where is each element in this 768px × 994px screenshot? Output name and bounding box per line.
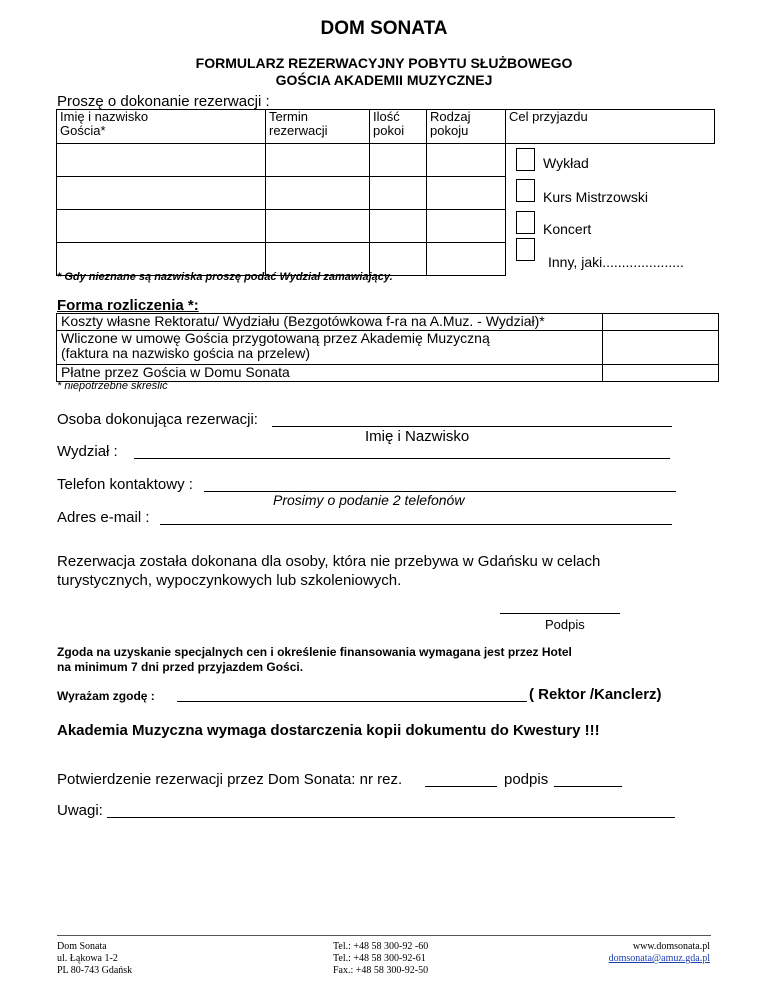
- consent-suffix: ( Rektor /Kanclerz): [529, 686, 662, 703]
- table-footnote: * Gdy nieznane są nazwiska proszę podać Wydział zamawiający.: [57, 271, 393, 283]
- checkbox-other[interactable]: [516, 238, 535, 261]
- header-guest-name: Imię i nazwisko Gościa*: [57, 110, 266, 144]
- table-header-row: [57, 110, 715, 144]
- checkbox-concert[interactable]: [516, 211, 535, 234]
- header-purpose: Cel przyjazdu: [506, 110, 715, 144]
- checkbox-lecture[interactable]: [516, 148, 535, 171]
- signature-label: Podpis: [545, 617, 585, 632]
- website-link[interactable]: www.domsonata.pl: [632, 941, 710, 952]
- term-cell[interactable]: [266, 144, 370, 177]
- department-input-line[interactable]: [134, 458, 670, 459]
- consent-input-line[interactable]: [177, 701, 527, 702]
- person-input-line[interactable]: [272, 426, 672, 427]
- room-type-cell[interactable]: [427, 210, 506, 243]
- form-title-line2: GOŚCIA AKADEMII MUZYCZNEJ: [275, 72, 493, 88]
- email-input-line[interactable]: [160, 524, 672, 525]
- payment-table: [56, 313, 719, 382]
- form-title-line1: FORMULARZ REZERWACYJNY POBYTU SŁUŻBOWEGO: [195, 55, 573, 71]
- page-title: DOM SONATA: [320, 18, 448, 39]
- footer-address: Dom Sonata ul. Łąkowa 1-2 PL 80-743 Gdańsk: [57, 941, 133, 976]
- header-rooms: Ilość pokoi: [370, 110, 427, 144]
- option-lecture-label: Wykład: [543, 155, 589, 171]
- email-link[interactable]: domsonata@amuz.gda.pl: [608, 953, 710, 964]
- guest-name-cell[interactable]: [57, 210, 266, 243]
- confirmation-sign-line[interactable]: [554, 786, 622, 787]
- request-label: Proszę o dokonanie rezerwacji :: [57, 93, 270, 110]
- payment-heading: Forma rozliczenia *:: [57, 297, 199, 314]
- declaration-line1: Rezerwacja została dokonana dla osoby, która nie przebywa w Gdańsku w celach: [57, 553, 601, 570]
- payment-mark-cell[interactable]: [603, 365, 719, 382]
- payment-footnote: * niepotrzebne skreślić: [57, 380, 168, 392]
- person-hint: Imię i Nazwisko: [365, 428, 470, 445]
- confirmation-sign-label: podpis: [504, 771, 549, 788]
- consent-note: Zgoda na uzyskanie specjalnych cen i określenie finansowania wymagana jest przez Hotel na minimum 7 dni przed przyjazdem Gości.: [57, 645, 572, 674]
- rooms-cell[interactable]: [370, 144, 427, 177]
- table-row: [57, 210, 715, 243]
- remarks-input-line[interactable]: [107, 817, 675, 818]
- option-masterclass-label: Kurs Mistrzowski: [543, 189, 649, 205]
- remarks-label: Uwagi:: [57, 802, 103, 819]
- rooms-cell[interactable]: [370, 210, 427, 243]
- signature-line[interactable]: [500, 613, 620, 614]
- room-type-cell[interactable]: [427, 144, 506, 177]
- table-row: [57, 144, 715, 177]
- reservation-number-line[interactable]: [425, 786, 497, 787]
- payment-option-guest: Płatne przez Gościa w Domu Sonata: [57, 365, 719, 382]
- option-concert-label: Koncert: [543, 221, 592, 237]
- payment-mark-cell[interactable]: [603, 314, 719, 331]
- room-type-cell[interactable]: [427, 243, 506, 276]
- payment-option-contract: Wliczone w umowę Gościa przygotowaną przez Akademię Muzyczną (faktura na nazwisko gościa na przelew): [57, 331, 719, 365]
- room-type-cell[interactable]: [427, 177, 506, 210]
- checkbox-masterclass[interactable]: [516, 179, 535, 202]
- rooms-cell[interactable]: [370, 177, 427, 210]
- kwestura-notice: Akademia Muzyczna wymaga dostarczenia kopii dokumentu do Kwestury !!!: [57, 722, 600, 739]
- payment-option-own-costs: Koszty własne Rektoratu/ Wydziału (Bezgotówkowa f-ra na A.Muz. - Wydział)*: [57, 314, 719, 331]
- term-cell[interactable]: [266, 177, 370, 210]
- guest-name-cell[interactable]: [57, 144, 266, 177]
- phone-label: Telefon kontaktowy :: [57, 476, 193, 493]
- phone-hint: Prosimy o podanie 2 telefonów: [273, 492, 465, 508]
- header-room-type: Rodzaj pokoju: [427, 110, 506, 144]
- footer-divider: [57, 935, 711, 936]
- footer-phones: Tel.: +48 58 300-92 -60 Tel.: +48 58 300-92-61 Fax.: +48 58 300-92-50: [333, 941, 429, 976]
- consent-label: Wyrażam zgodę :: [57, 689, 155, 703]
- email-label: Adres e-mail :: [57, 509, 150, 526]
- footer-contact: [560, 941, 710, 965]
- term-cell[interactable]: [266, 210, 370, 243]
- declaration-line2: turystycznych, wypoczynkowych lub szkoleniowych.: [57, 572, 402, 589]
- confirmation-label: Potwierdzenie rezerwacji przez Dom Sonata: nr rez.: [57, 771, 403, 788]
- person-label: Osoba dokonująca rezerwacji:: [57, 411, 258, 428]
- guest-name-cell[interactable]: [57, 177, 266, 210]
- option-other-label: Inny, jaki.....................: [548, 254, 684, 270]
- header-term: Termin rezerwacji: [266, 110, 370, 144]
- payment-mark-cell[interactable]: [603, 331, 719, 365]
- department-label: Wydział :: [57, 443, 118, 460]
